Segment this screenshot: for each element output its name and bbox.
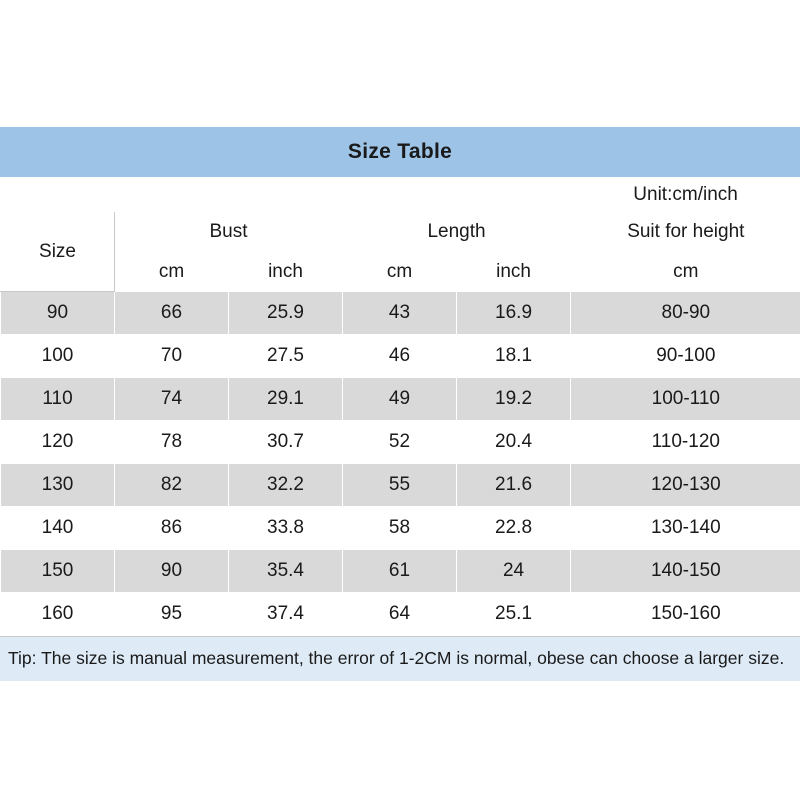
cell-bust-cm: 78: [115, 421, 229, 464]
cell-size: 110: [1, 378, 115, 421]
cell-bust-cm: 95: [115, 593, 229, 636]
cell-length-cm: 43: [343, 292, 457, 335]
column-header-bust-inch: inch: [229, 253, 343, 292]
cell-bust-inch: 33.8: [229, 507, 343, 550]
page-title: Size Table: [347, 140, 453, 163]
cell-length-inch: 25.1: [457, 593, 571, 636]
cell-length-cm: 46: [343, 335, 457, 378]
cell-length-cm: 55: [343, 464, 457, 507]
cell-height: 130-140: [571, 507, 800, 550]
table-row: [1, 335, 800, 378]
size-table-head: [1, 178, 800, 292]
cell-bust-cm: 70: [115, 335, 229, 378]
cell-height: 80-90: [571, 292, 800, 335]
unit-note: Unit:cm/inch: [571, 178, 800, 212]
cell-size: 130: [1, 464, 115, 507]
cell-bust-inch: 25.9: [229, 292, 343, 335]
table-row: [1, 507, 800, 550]
cell-length-cm: 49: [343, 378, 457, 421]
size-table-body: [1, 292, 800, 636]
cell-length-inch: 16.9: [457, 292, 571, 335]
cell-bust-inch: 29.1: [229, 378, 343, 421]
cell-height: 150-160: [571, 593, 800, 636]
cell-length-inch: 24: [457, 550, 571, 593]
table-row: [1, 421, 800, 464]
measurement-tip: Tip: The size is manual measurement, the error of 1-2CM is normal, obese can choose a larger size.: [0, 636, 800, 681]
cell-bust-inch: 30.7: [229, 421, 343, 464]
cell-height: 110-120: [571, 421, 800, 464]
table-row: [1, 464, 800, 507]
cell-bust-cm: 86: [115, 507, 229, 550]
cell-bust-cm: 90: [115, 550, 229, 593]
cell-length-inch: 18.1: [457, 335, 571, 378]
column-header-length: Length: [343, 212, 571, 253]
cell-bust-cm: 66: [115, 292, 229, 335]
cell-bust-inch: 27.5: [229, 335, 343, 378]
column-header-height-cm: cm: [571, 253, 800, 292]
cell-bust-inch: 37.4: [229, 593, 343, 636]
cell-size: 150: [1, 550, 115, 593]
size-table-title-bar: [0, 127, 800, 177]
cell-size: 100: [1, 335, 115, 378]
cell-length-cm: 58: [343, 507, 457, 550]
cell-size: 120: [1, 421, 115, 464]
size-table: [0, 177, 800, 636]
cell-length-cm: 64: [343, 593, 457, 636]
size-table-container: [0, 127, 800, 681]
table-row: [1, 292, 800, 335]
cell-length-cm: 61: [343, 550, 457, 593]
cell-bust-cm: 74: [115, 378, 229, 421]
cell-size: 90: [1, 292, 115, 335]
cell-bust-inch: 35.4: [229, 550, 343, 593]
table-row: [1, 550, 800, 593]
column-header-bust-cm: cm: [115, 253, 229, 292]
cell-length-inch: 22.8: [457, 507, 571, 550]
column-header-size: Size: [1, 212, 115, 292]
cell-bust-inch: 32.2: [229, 464, 343, 507]
header-row-groups: [1, 212, 800, 253]
cell-length-inch: 20.4: [457, 421, 571, 464]
cell-height: 90-100: [571, 335, 800, 378]
cell-size: 140: [1, 507, 115, 550]
column-header-length-cm: cm: [343, 253, 457, 292]
cell-length-inch: 19.2: [457, 378, 571, 421]
cell-height: 120-130: [571, 464, 800, 507]
table-row: [1, 593, 800, 636]
cell-height: 140-150: [571, 550, 800, 593]
cell-length-inch: 21.6: [457, 464, 571, 507]
cell-bust-cm: 82: [115, 464, 229, 507]
unit-note-spacer: [1, 178, 571, 212]
cell-size: 160: [1, 593, 115, 636]
column-header-suit-for-height: Suit for height: [571, 212, 800, 253]
table-row: [1, 378, 800, 421]
column-header-bust: Bust: [115, 212, 343, 253]
column-header-length-inch: inch: [457, 253, 571, 292]
cell-length-cm: 52: [343, 421, 457, 464]
unit-note-row: [1, 178, 800, 212]
cell-height: 100-110: [571, 378, 800, 421]
header-row-units: [1, 253, 800, 292]
